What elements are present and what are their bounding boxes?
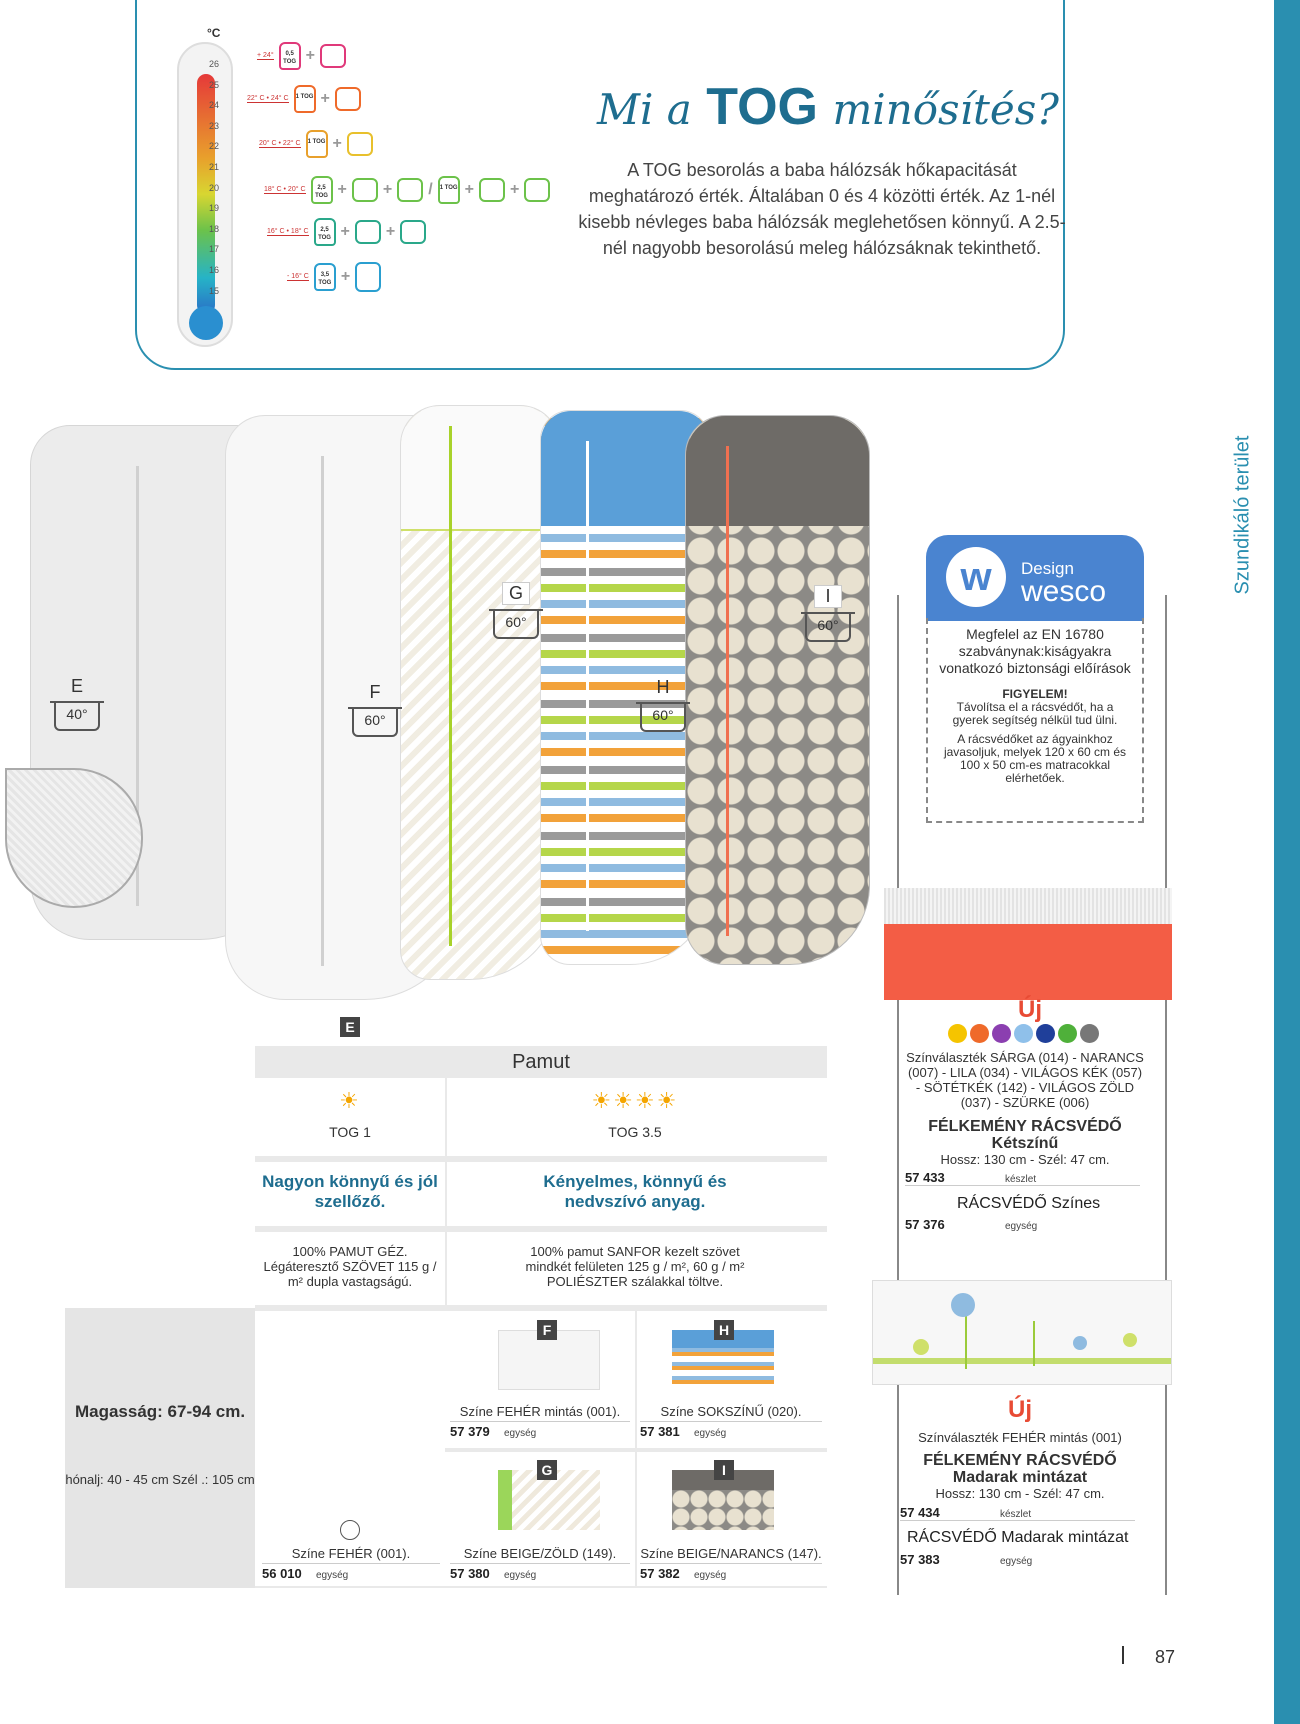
material-description: 100% PAMUT GÉZ. Légáteresztő SZÖVET 115 g / m² dupla vastagságú. xyxy=(263,1244,437,1289)
product-subtitle: Kétszínű xyxy=(991,1135,1059,1152)
product-color: Színe BEIGE/ZÖLD (149). xyxy=(450,1546,630,1564)
height-label: Magasság: 67-94 cm. xyxy=(74,1402,246,1421)
bodysuit-icon xyxy=(335,87,361,111)
product-code-row: 57 433 készlet xyxy=(905,1170,1140,1186)
wash-label-f: F 60° xyxy=(352,682,398,737)
wash-label-e: E 40° xyxy=(54,676,100,731)
product-code-row: 57 381 egység xyxy=(640,1424,727,1439)
sun-rating-icon: ☀☀☀☀ xyxy=(591,1088,679,1113)
measurements: hónalj: 40 - 45 cm Szél .: 105 cm xyxy=(65,1472,255,1487)
cardigan-icon xyxy=(397,178,423,202)
product-color: Színe BEIGE/NARANCS (147). xyxy=(640,1546,822,1564)
bag-icon: 1 TOG xyxy=(306,130,328,158)
longsleeve-icon xyxy=(479,178,505,202)
table-bottom-line xyxy=(255,1586,827,1588)
feature-text: Nagyon könnyű és jól szellőző. xyxy=(262,1172,438,1211)
row-divider xyxy=(255,1156,827,1162)
wesco-logo: w Design wesco xyxy=(926,535,1144,621)
row-divider xyxy=(255,1305,827,1311)
feature-text: Kényelmes, könnyű és nedvszívó anyag. xyxy=(543,1172,727,1211)
tog-row: 22° C • 24° C 1 TOG + xyxy=(247,85,361,113)
color-swatches xyxy=(948,1024,1099,1043)
row-divider xyxy=(255,1226,827,1232)
product-dimensions: Hossz: 130 cm - Szél: 47 cm. xyxy=(935,1486,1105,1501)
swatch-light-blue xyxy=(1014,1024,1033,1043)
tog-title: Mi a TOG minősítés? xyxy=(597,78,1059,136)
cardigan-icon xyxy=(524,178,550,202)
product-code-row: 57 383 egység xyxy=(900,1552,1033,1567)
color-options: Színválaszték SÁRGA (014) - NARANCS (007) - LILA (034) - VILÁGOS KÉK (057) - SÖTÉTKÉK (142) - VILÁGOS ZÖLD (037) - SZÜRKE (006) xyxy=(906,1050,1144,1110)
sleeping-bag-g-image xyxy=(400,405,560,980)
bodysuit-icon xyxy=(355,220,381,244)
product-tag-e: E xyxy=(340,1017,360,1037)
product-name: RÁCSVÉDŐ Színes xyxy=(957,1195,1101,1212)
color-options: Színválaszték FEHÉR mintás (001) xyxy=(918,1430,1122,1445)
swatch-yellow xyxy=(948,1024,967,1043)
product-code-row: 57 380 egység xyxy=(450,1566,537,1581)
side-color-strip xyxy=(1274,0,1300,1724)
product-subtitle: Madarak mintázat xyxy=(952,1469,1088,1486)
thermometer-scale: 26 25 24 23 22 21 20 19 18 17 16 15 xyxy=(209,59,220,296)
thermometer-unit: °C xyxy=(207,26,221,40)
product-code-row: 56 010 egység xyxy=(262,1566,349,1581)
bodysuit-icon xyxy=(320,44,346,68)
tog-row: 20° C • 22° C 1 TOG + xyxy=(259,130,373,158)
zipper-detail-image xyxy=(5,768,143,908)
wash-label-g: G 60° xyxy=(493,582,539,639)
size-info-panel xyxy=(65,1308,255,1588)
product-tag-g: G xyxy=(537,1460,557,1480)
product-color: Színe FEHÉR (001). xyxy=(262,1546,440,1564)
tog-row: + 24° 0,5 TOG + xyxy=(257,42,346,70)
material-header: Pamut xyxy=(255,1046,827,1078)
two-tone-bumper-image xyxy=(884,888,1172,1000)
new-badge: Új xyxy=(1008,1396,1032,1423)
wash-label-i: I 60° xyxy=(805,585,851,642)
product-name: RÁCSVÉDŐ Madarak mintázat xyxy=(907,1529,1129,1546)
sun-rating-icon: ☀ xyxy=(339,1088,361,1113)
bodysuit-icon xyxy=(352,178,378,202)
bag-icon: 1 TOG xyxy=(438,176,460,204)
product-tag-f: F xyxy=(537,1320,557,1340)
bag-icon: 3,5 TOG xyxy=(314,263,336,291)
new-badge: Új xyxy=(1018,996,1042,1023)
section-label: Szundikáló terület xyxy=(1231,435,1254,595)
swatch-gray xyxy=(1080,1024,1099,1043)
material-description: 100% pamut SANFOR kezelt szövet mindkét felületen 125 g / m², 60 g / m² POLIÉSZTER szálakkal töltve. xyxy=(525,1244,745,1289)
product-code-row: 57 434 készlet xyxy=(900,1505,1135,1521)
tog-row: 16° C • 18° C 2,5 TOG + + xyxy=(267,218,426,246)
page-divider xyxy=(1122,1646,1124,1664)
wash-label-h: H 60° xyxy=(640,677,686,732)
product-code-row: 57 382 egység xyxy=(640,1566,727,1581)
product-code-row: 57 376 egység xyxy=(905,1217,1038,1232)
product-color: Színe SOKSZÍNŰ (020). xyxy=(640,1404,822,1422)
cardigan-icon xyxy=(400,220,426,244)
swatch-green xyxy=(1058,1024,1077,1043)
product-title: FÉLKEMÉNY RÁCSVÉDŐ xyxy=(923,1452,1117,1469)
bodysuit-icon xyxy=(347,132,373,156)
swatch-purple xyxy=(992,1024,1011,1043)
product-title: FÉLKEMÉNY RÁCSVÉDŐ xyxy=(928,1118,1122,1135)
wesco-w-icon: w xyxy=(946,547,1006,607)
product-color: Színe FEHÉR mintás (001). xyxy=(450,1404,630,1422)
sleeping-bag-i-image xyxy=(685,415,870,965)
tog-row: - 16° C 3,5 TOG + xyxy=(287,262,381,292)
tog-rating: TOG 1 xyxy=(329,1124,371,1140)
tog-rating: TOG 3.5 xyxy=(608,1124,662,1140)
bag-icon: 1 TOG xyxy=(294,85,316,113)
tog-description: A TOG besorolás a baba hálózsák hőkapacitását meghatározó érték. Általában 0 és 4 közötti érték. Az 1-nél kisebb névleges baba hálózsák meglehetősen könnyű. A 2.5-nél nagyobb besorolású meleg hálózsáknak tekinthető. xyxy=(578,160,1066,258)
product-code-row: 57 379 egység xyxy=(450,1424,537,1439)
row-divider xyxy=(445,1448,827,1452)
bag-icon: 2,5 TOG xyxy=(311,176,333,204)
product-dimensions: Hossz: 130 cm - Szél: 47 cm. xyxy=(940,1152,1110,1167)
bag-icon: 0,5 TOG xyxy=(279,42,301,70)
white-color-swatch xyxy=(340,1520,360,1540)
safety-note: Megfelel az EN 16780 szabványnak:kiságyakra vonatkozó biztonsági előírások FIGYELEM! Távolítsa el a rácsvédőt, ha a gyerek segítség nélkül tud ülni. A rácsvédőket az ágyainkhoz javasoljuk, melyek 120 x 60 cm és 100 x 50 cm-es matracokkal elérhetőek. xyxy=(926,618,1144,823)
tog-info-box xyxy=(135,0,1065,370)
tog-row: 18° C • 20° C 2,5 TOG + + / 1 TOG + + xyxy=(264,176,550,204)
page-number: 87 xyxy=(1155,1647,1176,1667)
swatch-dark-blue xyxy=(1036,1024,1055,1043)
bag-icon: 2,5 TOG xyxy=(314,218,336,246)
product-tag-i: I xyxy=(714,1460,734,1480)
thermometer-icon xyxy=(177,42,233,347)
swatch-orange xyxy=(970,1024,989,1043)
romper-icon xyxy=(355,262,381,292)
birds-bumper-image xyxy=(872,1280,1172,1385)
product-tag-h: H xyxy=(714,1320,734,1340)
